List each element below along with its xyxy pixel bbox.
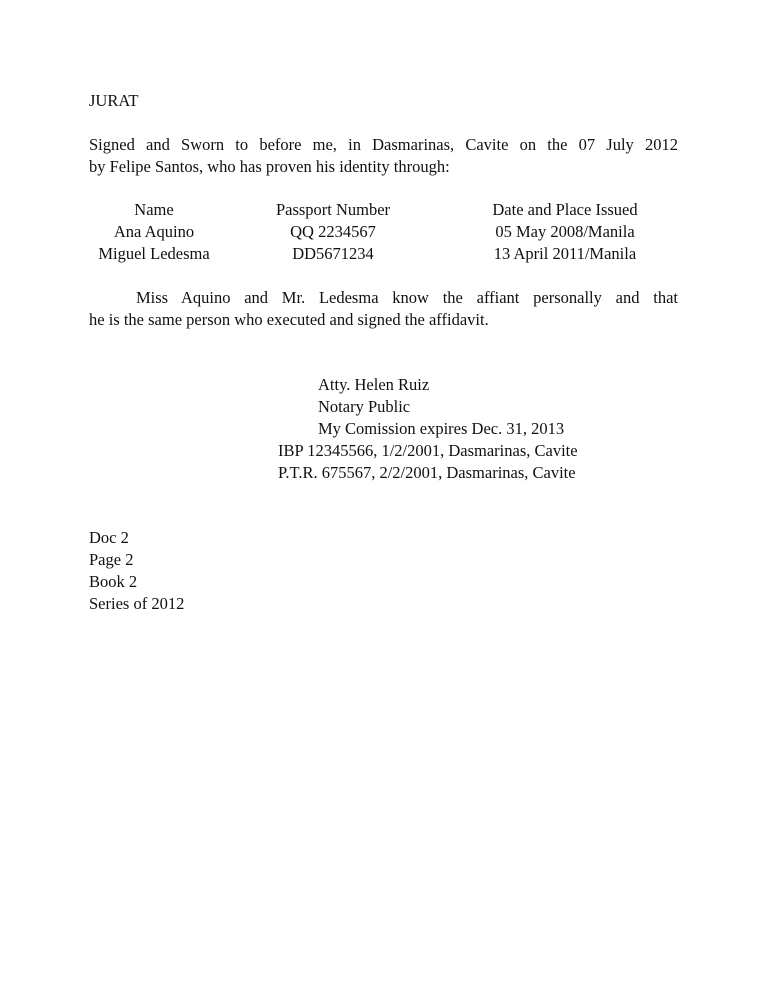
identity-table bbox=[89, 199, 683, 265]
notary-commission: My Comission expires Dec. 31, 2013 bbox=[318, 419, 565, 438]
statement-line-2: he is the same person who executed and signed the affidavit. bbox=[89, 310, 489, 329]
table-row bbox=[89, 243, 683, 265]
passport-number: QQ 2234567 bbox=[290, 222, 376, 241]
notary-ibp: IBP 12345566, 1/2/2001, Dasmarinas, Cavite bbox=[278, 441, 578, 460]
docket-doc: Doc 2 bbox=[89, 528, 129, 547]
date-place-issued: 05 May 2008/Manila bbox=[495, 222, 635, 241]
statement-line-1: Miss Aquino and Mr. Ledesma know the affiant personally and that bbox=[136, 288, 678, 307]
witness-name: Ana Aquino bbox=[113, 222, 195, 241]
docket-book: Book 2 bbox=[89, 572, 138, 591]
intro-line-1: Signed and Sworn to before me, in Dasmarinas, Cavite on the 07 July 2012 bbox=[89, 135, 678, 154]
column-header-passport: Passport Number bbox=[275, 200, 391, 219]
date-place-issued: 13 April 2011/Manila bbox=[493, 244, 637, 263]
table-row bbox=[89, 221, 683, 243]
notary-ptr: P.T.R. 675567, 2/2/2001, Dasmarinas, Cavite bbox=[278, 463, 576, 482]
statement-paragraph bbox=[89, 287, 678, 331]
docket-page: Page 2 bbox=[89, 550, 134, 569]
notary-name: Atty. Helen Ruiz bbox=[318, 375, 430, 394]
column-header-name: Name bbox=[134, 200, 174, 219]
notary-role: Notary Public bbox=[318, 397, 411, 416]
document-title: JURAT bbox=[89, 91, 139, 110]
column-header-issued: Date and Place Issued bbox=[492, 200, 638, 219]
witness-name: Miguel Ledesma bbox=[98, 244, 210, 263]
passport-number: DD5671234 bbox=[292, 244, 374, 263]
intro-line-2: by Felipe Santos, who has proven his identity through: bbox=[89, 157, 450, 176]
intro-paragraph bbox=[89, 134, 678, 178]
docket-series: Series of 2012 bbox=[89, 594, 185, 613]
table-header-row bbox=[89, 199, 683, 221]
